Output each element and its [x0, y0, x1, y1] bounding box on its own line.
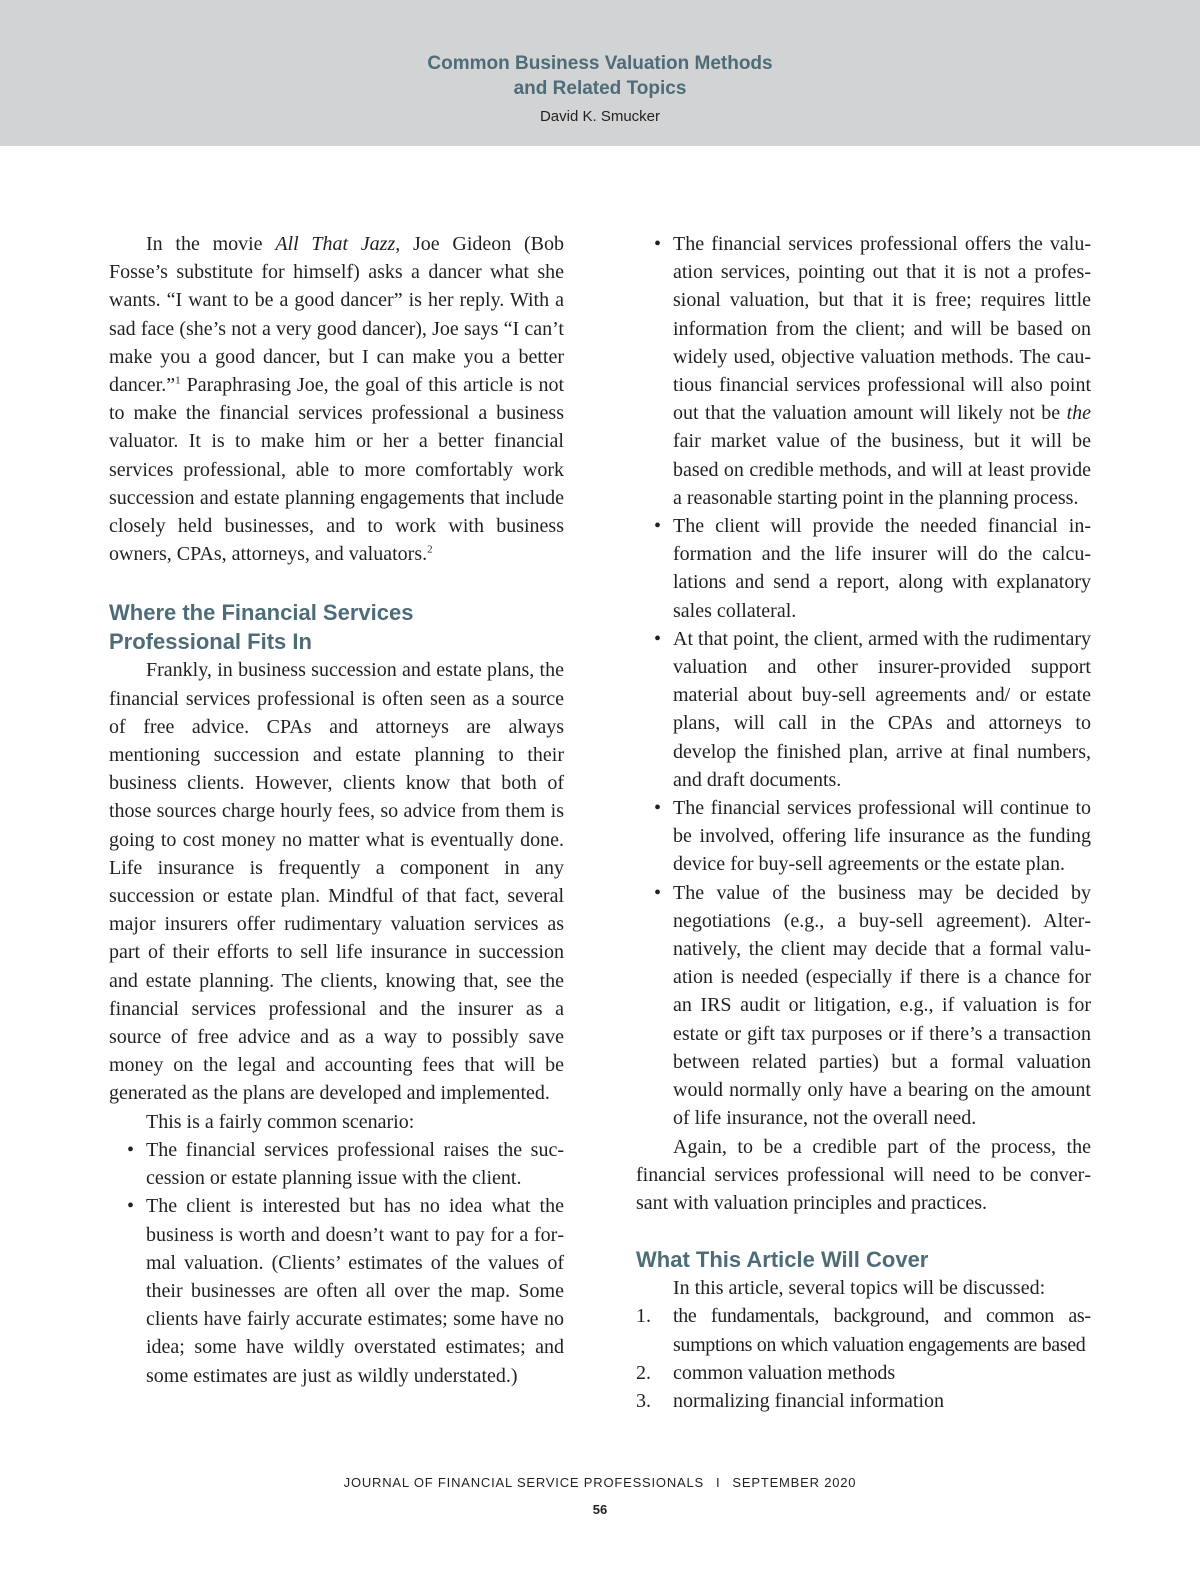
footer-separator: I — [716, 1475, 721, 1490]
list-item: 2. common valuation methods — [636, 1361, 896, 1384]
section-heading-where-fits: Where the Financial Services Professional Fits In — [109, 600, 414, 655]
scenario-bullet-list-continued — [636, 230, 1091, 1133]
list-item: • The client will provide the needed financial information and the life insurer will do the calculations and send a report, along with explanatory sales collateral. — [636, 512, 1091, 625]
list-item: • The financial services professional will continue to be involved, offering life insurance as the funding device for buy-sell agreements or the estate plan. — [636, 794, 1091, 879]
article-title-line2: and Related Topics — [513, 78, 687, 99]
article-title-line1: Common Business Valuation Methods — [427, 53, 773, 74]
topics-intro: In this article, several topics will be discussed: — [673, 1277, 1046, 1300]
footnote-ref-2[interactable]: 2 — [427, 543, 433, 556]
list-item: • The client is interested but has no idea what the business is worth and doesn’t want to pay for a formal valuation. (Clients’ estimates of the values of their businesses are often all over the map. Some clients have fairly accurate estimates; some have no idea; some have wildly overstated estimates; and some estimates are just as wildly understated.) — [109, 1192, 564, 1389]
movie-title: All That Jazz, — [275, 233, 401, 255]
section-heading-what-cover: What This Article Will Cover — [636, 1247, 929, 1273]
right-column — [636, 230, 1091, 1415]
left-column — [109, 230, 564, 1390]
section1-paragraph: Frankly, in business succession and estate plans, the financial services professional is often seen as a source of free advice. CPAs and attorneys are always mentioning succession and estate planning to their business clients. However, clients know that both of those sources charge hourly fees, so advice from them is going to cost money no matter what is eventually done. Life insurance is frequently a component in any succession or estate plan. Mindful of that fact, several major insurers offer rudimentary valuation services as part of their efforts to sell life insurance in succession and estate planning. The clients, knowing that, see the financial services professional and the insurer as a source of free advice and as a way to possibly save money on the legal and accounting fees that will be generated as the plans are developed and implemented. — [109, 659, 564, 1105]
article-author: David K. Smucker — [539, 108, 661, 125]
scenario-intro: This is a fairly common scenario: — [146, 1110, 415, 1133]
list-item: • At that point, the client, armed with the rudimentary valuation and other insurer-provided support material about buy-sell agreements and/ or estate plans, will call in the CPAs and attorneys to develop the finished plan, arrive at final numbers, and draft documents. — [636, 625, 1091, 794]
list-item: • The financial services professional offers the valuation services, pointing out that it is not a professional valuation, but that it is free; requires little information from the client; and will be based on widely used, objective valuation methods. The cautious financial services professional will also point out that the valuation amount will likely not be the fair market value of the business, but it will be based on credible methods, and will at least provide a reasonable starting point in the planning process. — [636, 230, 1091, 512]
list-item: 3. normalizing financial information — [636, 1389, 945, 1412]
article-header — [0, 0, 1200, 146]
page-number: 56 — [592, 1502, 608, 1517]
topics-numbered-list — [636, 1302, 1091, 1415]
closing-paragraph: Again, to be a credible part of the process, the financial services professional will need to be conversant with valuation principles and practices. — [636, 1135, 1091, 1214]
issue-date: SEPTEMBER 2020 — [732, 1475, 857, 1490]
scenario-bullet-list — [109, 1136, 564, 1390]
article-title — [0, 51, 1200, 101]
page-footer — [0, 1475, 1200, 1490]
list-item: • The financial services professional raises the succession or estate planning issue with the client. — [109, 1136, 564, 1192]
list-item: 1. the fundamentals, background, and common assumptions on which valuation engagements are based — [636, 1305, 1091, 1356]
list-item: • The value of the business may be decided by negotiations (e.g., a buy-sell agreement). Alternatively, the client may decide that a formal valuation is needed (especially if there is a chance for an IRS audit or litigation, e.g., if valuation is for estate or gift tax purposes or if there’s a transaction between related parties) but a formal valuation would normally only have a bearing on the amount of life insurance, not the overall need. — [636, 879, 1091, 1133]
footnote-ref-1[interactable]: 1 — [175, 374, 181, 387]
journal-name: JOURNAL OF FINANCIAL SERVICE PROFESSIONALS — [343, 1475, 704, 1490]
intro-paragraph: In the movie All That Jazz, Joe Gideon (Bob Fosse’s substitute for himself) asks a dancer what she wants. “I want to be a good dancer” is her reply. With a sad face (she’s not a very good dancer), Joe says “I can’t make you a good dancer, but I can make you a better dancer.”$^1$ Paraphrasing Joe, the goal of this article is not to make the financial services professional a business valuator. It is to make him or her a better financial services professional, able to more comfortably work succession and estate planning engagements that include closely held businesses, and to work with business owners, CPAs, attorneys, and valuators.$^2$ — [109, 233, 565, 566]
